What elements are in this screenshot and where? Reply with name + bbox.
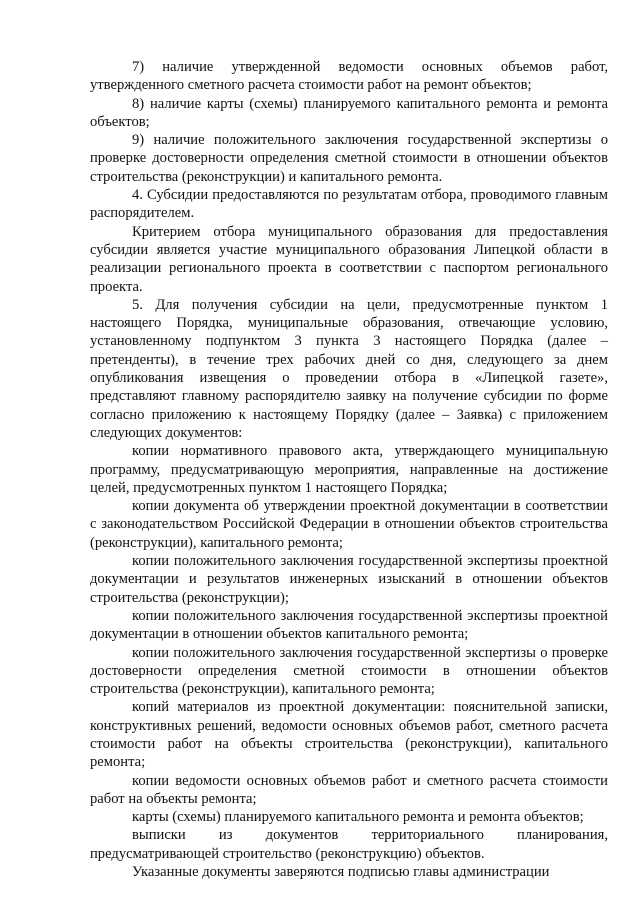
- paragraph-doc-works-statement: копии ведомости основных объемов работ и сметного расчета стоимости работ на объекты ремонта;: [90, 772, 608, 807]
- paragraph-item-9: 9) наличие положительного заключения государственной экспертизы о проверке достоверности определения сметной стоимости в отношении объектов строительства (реконструкции) и капитального ремонта.: [90, 132, 608, 185]
- paragraph-doc-expertise-estimate: копии положительного заключения государственной экспертизы о проверке достоверности определения сметной стоимости в отношении объектов строительства (реконструкции), капитального ремонта;: [90, 644, 608, 698]
- paragraph-doc-territorial-planning: выписки из документов территориального планирования, предусматривающей строительство (реконструкцию) объектов.: [90, 827, 608, 862]
- paragraph-doc-expertise-repair: копии положительного заключения государственной экспертизы проектной документации в отношении объектов капитального ремонта;: [90, 607, 608, 643]
- paragraph-item-7: 7) наличие утвержденной ведомости основных объемов работ, утвержденного сметного расчета стоимости работ на ремонт объектов;: [90, 59, 608, 94]
- paragraph-clause-4: 4. Субсидии предоставляются по результатам отбора, проводимого главным распорядителем.: [90, 187, 608, 222]
- paragraph-doc-expertise-construction: копии положительного заключения государственной экспертизы проектной документации и результатов инженерных изысканий в отношении объектов строительства (реконструкции);: [90, 553, 608, 606]
- paragraph-item-8: 8) наличие карты (схемы) планируемого капитального ремонта и ремонта объектов;: [90, 95, 608, 130]
- paragraph-clause-5: 5. Для получения субсидии на цели, предусмотренные пунктом 1 настоящего Порядка, муниципальные образования, отвечающие условию, установленному подпунктом 3 пункта 3 настоящего Порядка (далее – претенденты), в течение трех рабочих дней со дня, следующего за днем опубликования извещения о проведении отбора в «Липецкой газете», представляют главному распорядителю заявку на получение субсидии по форме согласно приложению к настоящему Порядку (далее – Заявка) с приложением следующих документов:: [90, 296, 608, 441]
- paragraph-doc-normative-act: копии нормативного правового акта, утверждающего муниципальную программу, предусматривающую мероприятия, направленные на достижение целей, предусмотренных пунктом 1 настоящего Порядка;: [90, 443, 608, 496]
- paragraph-doc-project-materials: копий материалов из проектной документации: пояснительной записки, конструктивных решений, ведомости основных объемов работ, сметного расчета стоимости работ на объекты строительства (реконструкции), капитального ремонта;: [90, 699, 608, 771]
- paragraph-doc-project-approval: копии документа об утверждении проектной документации в соответствии с законодательством Российской Федерации в отношении объектов строительства (реконструкции), капитального ремонта;: [90, 498, 608, 551]
- paragraph-certification: Указанные документы заверяются подписью главы администрации: [132, 864, 550, 881]
- paragraph-selection-criterion: Критерием отбора муниципального образования для предоставления субсидии является участие муниципального образования Липецкой области в реализации регионального проекта в соответствии с паспортом регионального проекта.: [90, 223, 608, 295]
- paragraph-doc-repair-map: карты (схемы) планируемого капитального ремонта и ремонта объектов;: [132, 809, 584, 826]
